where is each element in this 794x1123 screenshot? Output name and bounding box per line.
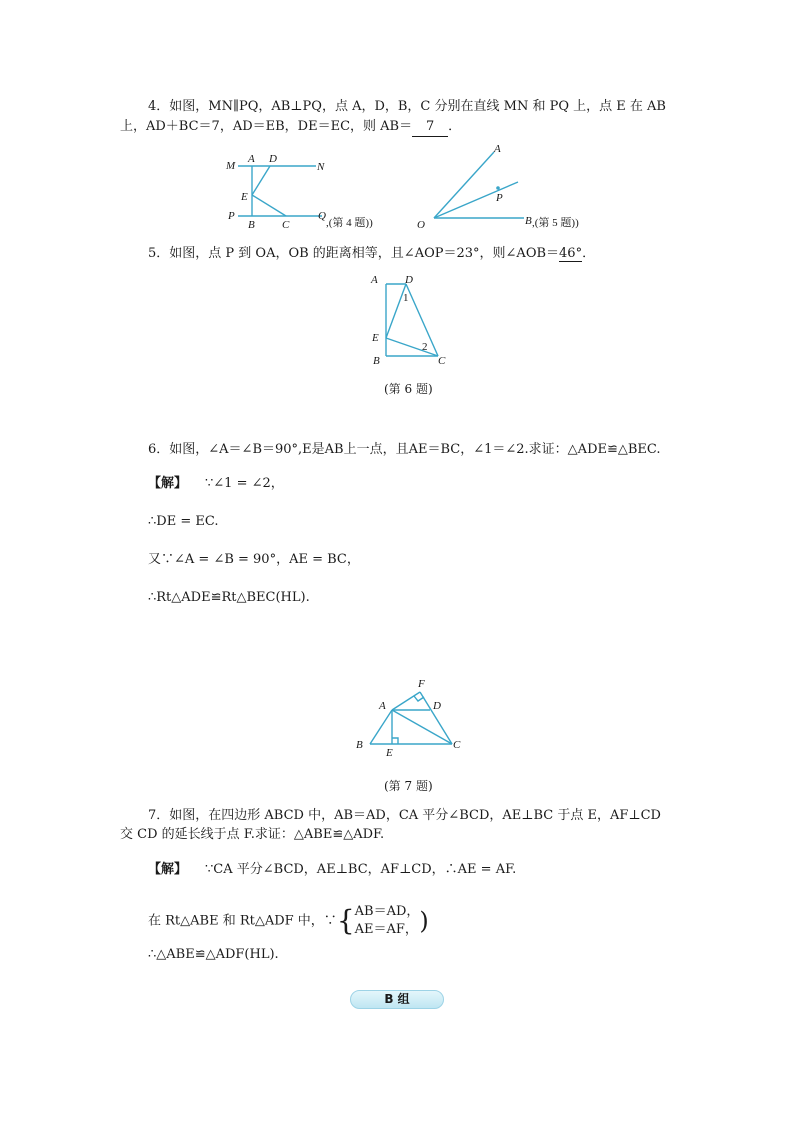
label-angle-2: 2 (422, 341, 428, 353)
label-N: N (317, 161, 325, 173)
q6-text: 6．如图，∠A＝∠B＝90°,E是AB上一点，且AE＝BC，∠1＝∠2.求证：△ADE≌△BEC. (148, 442, 661, 457)
label-C: C (453, 739, 461, 751)
q7-line2: 交 CD 的延长线于点 F.求证：△ABE≌△ADF. (120, 827, 385, 842)
q6-s3: 又∵∠A = ∠B = 90°，AE = BC， (148, 552, 360, 567)
segment-ec (252, 195, 286, 216)
q4-answer: 7 (412, 118, 448, 137)
label-B: B (356, 739, 363, 751)
figure-q6 (368, 270, 458, 370)
right-angle-e (392, 738, 398, 744)
label-E: E (241, 191, 248, 203)
figure-q5 (412, 140, 612, 232)
ray-oa (434, 152, 494, 218)
q4-line2 (120, 118, 461, 137)
q6-s1: ∵∠1 = ∠2， (205, 476, 284, 491)
q7-s2-eq1: AB＝AD， (354, 904, 420, 919)
label-B: B (248, 219, 255, 231)
q7-system (355, 903, 420, 939)
q4-line2-end: ． (448, 119, 462, 134)
label-B: B (373, 355, 380, 367)
q4-line2-text: 上，AD＋BC＝7，AD＝EB，DE＝EC，则 AB＝ (120, 119, 413, 134)
label-D: D (405, 274, 413, 286)
label-E: E (386, 747, 393, 759)
figure-q4 (218, 148, 408, 232)
segment-ba (370, 710, 392, 744)
q5-text (148, 245, 595, 263)
q6-solution-label: 【解】 (148, 476, 188, 491)
caption-q4: ,(第 4 题)) (326, 217, 373, 229)
right-paren: ) (419, 907, 429, 935)
label-A: A (248, 153, 255, 165)
caption-q5: ,(第 5 题)) (532, 217, 579, 229)
label-F: F (418, 678, 425, 690)
label-Q: Q (318, 210, 326, 222)
segment-ed (252, 166, 270, 195)
q6-s4: ∴Rt△ADE≌Rt△BEC(HL). (148, 590, 310, 605)
figure-q7 (352, 676, 468, 760)
q7-s1: ∵CA 平分∠BCD，AE⊥BC，AF⊥CD，∴AE = AF. (205, 862, 517, 877)
q7-s2-eq2: AE＝AF， (354, 922, 418, 937)
q7-s2 (148, 903, 429, 939)
label-angle-1: 1 (403, 292, 409, 304)
label-O: O (417, 219, 425, 231)
q4-line1: 4．如图，MN∥PQ，AB⊥PQ，点 A，D，B，C 分别在直线 MN 和 PQ 上，点 E 在 AB (148, 99, 666, 114)
left-brace: { (336, 904, 355, 937)
q7-s2-text: 在 Rt△ABE 和 Rt△ADF 中，∵ (148, 913, 337, 929)
label-C: C (438, 355, 446, 367)
q5-answer: 46° (559, 246, 583, 261)
point-P (496, 186, 500, 190)
q7-line1: 7．如图，在四边形 ABCD 中，AB＝AD，CA 平分∠BCD，AE⊥BC 于点 E，AF⊥CD (148, 808, 661, 823)
label-A: A (371, 274, 378, 286)
label-A: A (494, 143, 501, 155)
label-D: D (269, 153, 277, 165)
caption-q7: (第 7 题) (384, 779, 433, 793)
label-C: C (282, 219, 290, 231)
label-D: D (433, 700, 441, 712)
segment-af (392, 692, 420, 710)
label-E: E (372, 332, 379, 344)
label-A: A (379, 700, 386, 712)
segment-ec (386, 338, 438, 356)
q7-s3: ∴△ABE≌△ADF(HL). (148, 947, 279, 962)
q7-solution-line1 (148, 861, 516, 879)
caption-q6: (第 6 题) (384, 382, 433, 396)
group-b-badge: B 组 (350, 990, 444, 1009)
label-P: P (228, 210, 235, 222)
label-M: M (226, 160, 236, 172)
q6-s2: ∴DE = EC. (148, 514, 219, 529)
q5-text-body: 5．如图，点 P 到 OA，OB 的距离相等，且∠AOP＝23°，则∠AOB＝ (148, 246, 560, 261)
label-P: P (496, 192, 503, 204)
q5-text-end: ． (582, 246, 596, 261)
q7-solution-label: 【解】 (148, 862, 188, 877)
q6-solution-line1 (148, 475, 284, 493)
segment-ac (392, 710, 452, 744)
label-B: B (525, 215, 532, 227)
ray-op (434, 182, 518, 218)
